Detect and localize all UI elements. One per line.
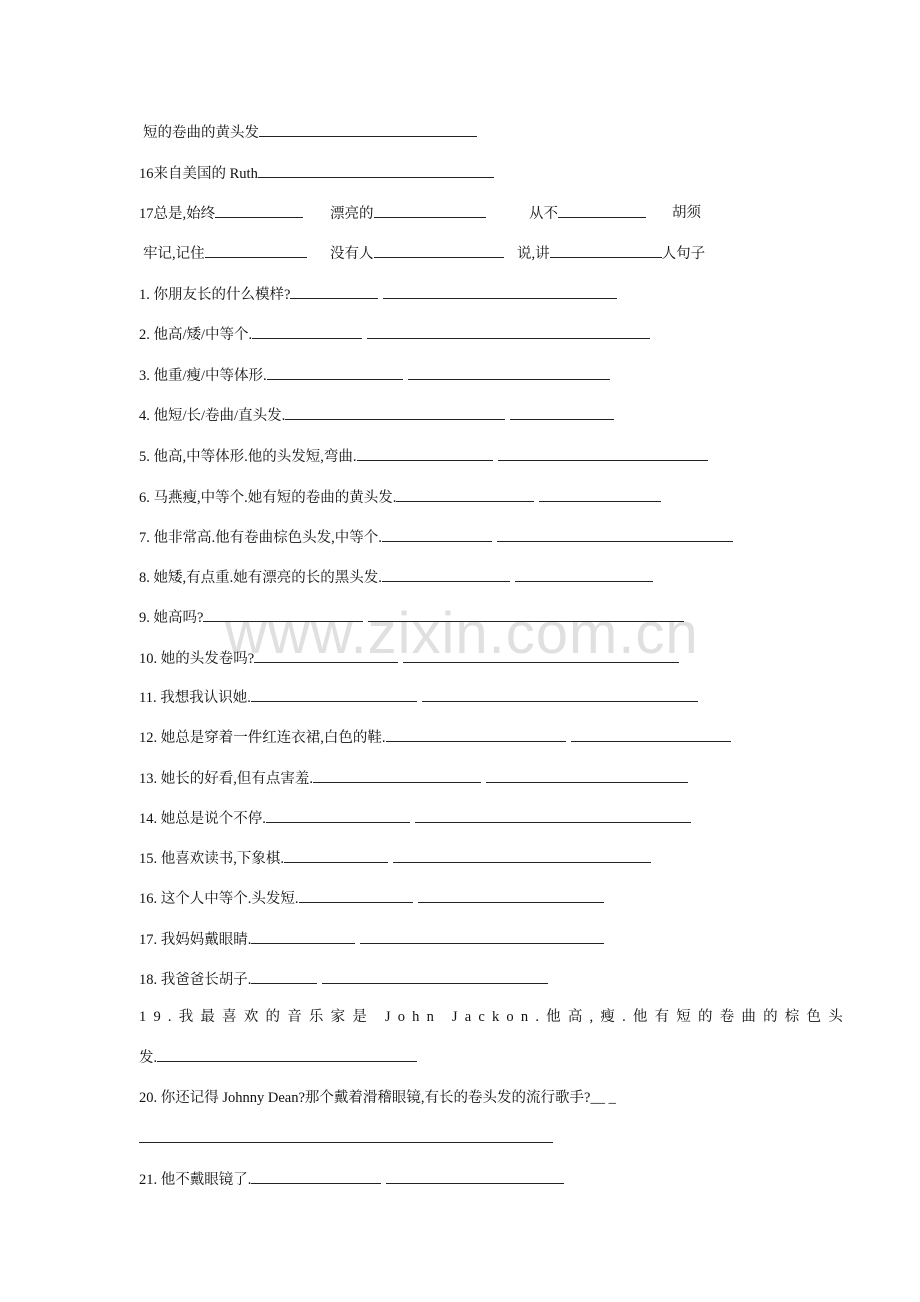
answer-blank[interactable] xyxy=(251,1169,381,1184)
vocab-text: 没有人 xyxy=(330,246,374,262)
answer-blank[interactable] xyxy=(386,1169,564,1184)
answer-blank[interactable] xyxy=(267,365,403,380)
sentence-text: 12. 她总是穿着一件红连衣裙,白色的鞋. xyxy=(139,730,386,746)
vocab-item-remember xyxy=(143,243,307,264)
sentence-7 xyxy=(139,527,733,548)
sentence-text: 21. 他不戴眼镜了. xyxy=(139,1172,252,1188)
sentence-text: 15. 他喜欢读书,下象棋. xyxy=(139,851,284,867)
sentence-text: 18. 我爸爸长胡子. xyxy=(139,972,252,988)
sentence-21 xyxy=(139,1169,564,1190)
sentence-8 xyxy=(139,567,653,588)
answer-blank[interactable] xyxy=(285,405,505,420)
vocab-text: 牢记,记住 xyxy=(143,246,205,262)
answer-blank[interactable] xyxy=(418,888,604,903)
answer-blank[interactable] xyxy=(157,1047,417,1062)
answer-blank[interactable] xyxy=(203,607,363,622)
sentence-15 xyxy=(139,848,651,869)
section-heading-sentences: 人句子 xyxy=(661,246,706,262)
sentence-4 xyxy=(139,405,614,426)
answer-blank[interactable] xyxy=(360,929,604,944)
answer-blank[interactable] xyxy=(497,527,733,542)
vocab-text: 17总是,始终 xyxy=(139,206,216,222)
sentence-6 xyxy=(139,487,661,508)
answer-blank[interactable] xyxy=(290,284,378,299)
answer-blank[interactable] xyxy=(251,929,355,944)
answer-blank[interactable] xyxy=(550,243,662,258)
answer-blank[interactable] xyxy=(374,243,504,258)
answer-blank[interactable] xyxy=(251,687,417,702)
sentence-16 xyxy=(139,888,604,909)
sentence-19-line2 xyxy=(139,1047,417,1068)
sentence-text: 13. 她长的好看,但有点害羞. xyxy=(139,771,313,787)
answer-blank[interactable] xyxy=(374,203,486,218)
sentence-18 xyxy=(139,969,548,990)
sentence-text: 6. 马燕瘦,中等个.她有短的卷曲的黄头发. xyxy=(139,490,397,506)
vocab-text: 从不 xyxy=(529,206,558,222)
answer-blank[interactable] xyxy=(515,567,653,582)
sentence-20-line2 xyxy=(139,1128,553,1149)
answer-blank[interactable] xyxy=(259,122,477,137)
sentence-text: 20. 你还记得 Johnny Dean?那个戴着滑稽眼镜,有长的卷头发的流行歌手? xyxy=(139,1090,591,1106)
sentence-text: 发. xyxy=(139,1050,158,1066)
sentence-3 xyxy=(139,365,610,386)
sentence-text: 5. 他高,中等体形.他的头发短,弯曲. xyxy=(139,449,357,465)
answer-blank[interactable] xyxy=(313,768,481,783)
sentence-11 xyxy=(139,687,698,708)
answer-blank[interactable] xyxy=(139,1128,553,1143)
sentence-text: 3. 他重/瘦/中等体形. xyxy=(139,368,267,384)
answer-blank[interactable] xyxy=(215,203,303,218)
answer-blank[interactable] xyxy=(403,648,679,663)
sentence-20-line1 xyxy=(139,1088,616,1108)
answer-blank[interactable] xyxy=(382,567,510,582)
answer-blank[interactable] xyxy=(252,324,362,339)
sentence-text: 14. 她总是说个不停. xyxy=(139,811,266,827)
sentence-text: 8. 她矮,有点重.她有漂亮的长的黑头发. xyxy=(139,570,382,586)
sentence-text: 4. 他短/长/卷曲/直头发. xyxy=(139,408,286,424)
sentence-text: 17. 我妈妈戴眼睛. xyxy=(139,932,252,948)
answer-blank[interactable] xyxy=(386,727,566,742)
answer-blank[interactable] xyxy=(254,648,398,663)
sentence-17 xyxy=(139,929,604,950)
watermark: www.zixin.com.cn xyxy=(225,601,699,666)
vocab-item-beautiful xyxy=(330,203,486,224)
sentence-5 xyxy=(139,446,708,467)
answer-blank[interactable] xyxy=(266,808,410,823)
vocab-item-never xyxy=(529,203,646,224)
sentence-text: 16. 这个人中等个.头发短. xyxy=(139,891,299,907)
vocab-item-always xyxy=(139,203,303,224)
answer-blank[interactable] xyxy=(383,284,617,299)
answer-blank[interactable] xyxy=(396,487,534,502)
vocab-item-nobody xyxy=(330,243,504,264)
vocab-line-from-america xyxy=(139,163,494,184)
vocab-text: 短的卷曲的黄头发 xyxy=(143,125,259,141)
sentence-text: 1. 你朋友长的什么模样? xyxy=(139,287,291,303)
answer-blank[interactable] xyxy=(258,163,494,178)
answer-blank[interactable] xyxy=(498,446,708,461)
vocab-text: 16来自美国的 Ruth xyxy=(139,166,258,182)
sentence-text: 7. 他非常高.他有卷曲棕色头发,中等个. xyxy=(139,530,382,546)
sentence-text: 11. 我想我认识她. xyxy=(139,690,251,706)
answer-blank[interactable] xyxy=(510,405,614,420)
sentence-1 xyxy=(139,284,617,305)
sentence-14 xyxy=(139,808,691,829)
sentence-text: 19.我最喜欢的音乐家是 John Jackon.他高,瘦.他有短的卷曲的棕色头 xyxy=(139,1009,850,1025)
sentence-2 xyxy=(139,324,650,345)
answer-blank[interactable] xyxy=(558,203,646,218)
vocab-item-speak xyxy=(517,243,705,264)
answer-blank[interactable] xyxy=(539,487,661,502)
vocab-text: 漂亮的 xyxy=(330,206,374,222)
sentence-13 xyxy=(139,768,688,789)
answer-blank[interactable] xyxy=(422,687,698,702)
vocab-text: 胡须 xyxy=(672,205,701,221)
sentence-10 xyxy=(139,648,679,669)
sentence-text: 9. 她高吗? xyxy=(139,610,204,626)
answer-blank[interactable] xyxy=(322,969,548,984)
answer-blank[interactable] xyxy=(571,727,731,742)
answer-blank[interactable] xyxy=(205,243,307,258)
sentence-12 xyxy=(139,727,731,748)
answer-blank[interactable] xyxy=(284,848,388,863)
answer-blank[interactable] xyxy=(415,808,691,823)
sentence-19-line1 xyxy=(139,1007,850,1027)
answer-blank[interactable] xyxy=(357,446,493,461)
answer-blank[interactable] xyxy=(251,969,317,984)
answer-blank[interactable] xyxy=(299,888,413,903)
sentence-text: 10. 她的头发卷吗? xyxy=(139,651,255,667)
sentence-9 xyxy=(139,607,684,628)
answer-blank[interactable] xyxy=(486,768,688,783)
sentence-tail: __ _ xyxy=(590,1090,616,1106)
answer-blank[interactable] xyxy=(368,607,684,622)
vocab-item-beard xyxy=(672,203,701,223)
answer-blank[interactable] xyxy=(367,324,650,339)
vocab-line-short-curly-hair xyxy=(143,122,477,143)
answer-blank[interactable] xyxy=(393,848,651,863)
answer-blank[interactable] xyxy=(408,365,610,380)
sentence-text: 2. 他高/矮/中等个. xyxy=(139,327,253,343)
answer-blank[interactable] xyxy=(382,527,492,542)
vocab-text: 说,讲 xyxy=(517,246,550,262)
